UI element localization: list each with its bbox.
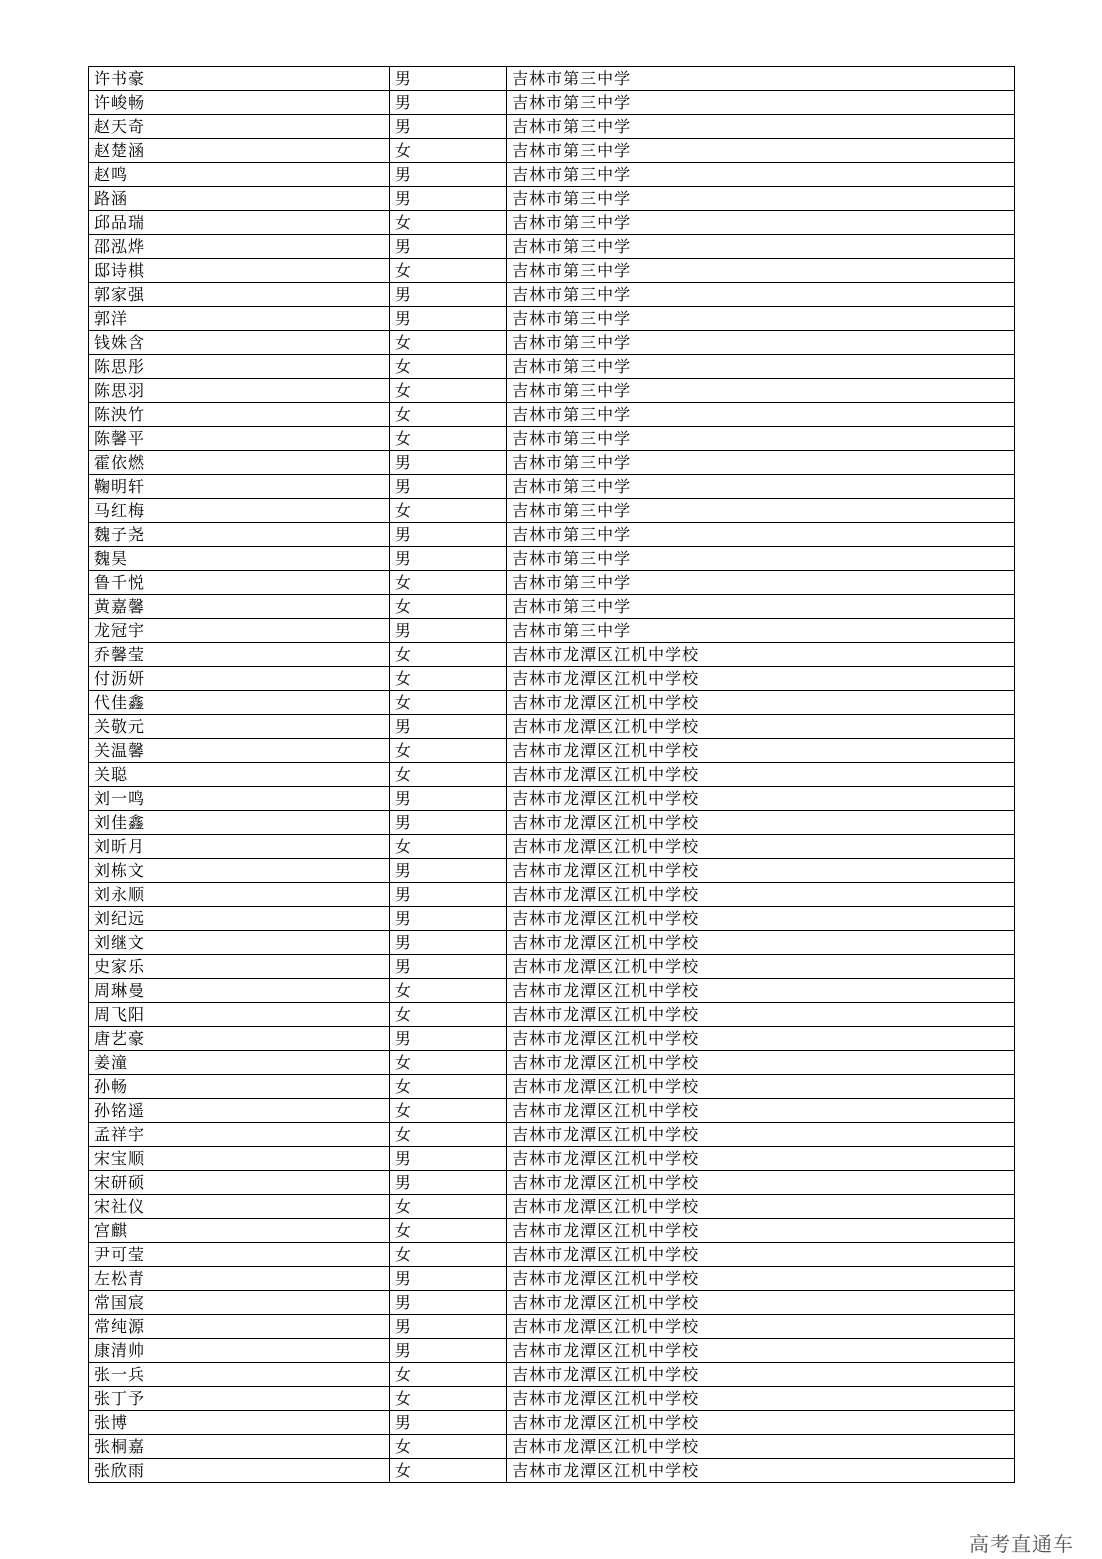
- student-name-cell: 张桐嘉: [89, 1435, 390, 1459]
- school-cell: 吉林市第三中学: [507, 403, 1015, 427]
- student-roster-table: [88, 66, 1015, 1483]
- gender-cell: 男: [389, 1267, 506, 1291]
- school-cell: 吉林市龙潭区江机中学校: [507, 787, 1015, 811]
- school-cell: 吉林市龙潭区江机中学校: [507, 715, 1015, 739]
- school-cell: 吉林市龙潭区江机中学校: [507, 811, 1015, 835]
- school-cell: 吉林市龙潭区江机中学校: [507, 1171, 1015, 1195]
- gender-cell: 女: [389, 1387, 506, 1411]
- school-cell: 吉林市第三中学: [507, 115, 1015, 139]
- student-name-cell: 孙畅: [89, 1075, 390, 1099]
- school-cell: 吉林市第三中学: [507, 475, 1015, 499]
- gender-cell: 女: [389, 259, 506, 283]
- student-name-cell: 路涵: [89, 187, 390, 211]
- table-row: [89, 835, 1015, 859]
- school-cell: 吉林市第三中学: [507, 187, 1015, 211]
- student-name-cell: 陈馨平: [89, 427, 390, 451]
- student-name-cell: 尹可莹: [89, 1243, 390, 1267]
- student-name-cell: 许峻畅: [89, 91, 390, 115]
- student-name-cell: 张欣雨: [89, 1459, 390, 1483]
- gender-cell: 男: [389, 235, 506, 259]
- school-cell: 吉林市第三中学: [507, 379, 1015, 403]
- school-cell: 吉林市第三中学: [507, 67, 1015, 91]
- table-row: [89, 307, 1015, 331]
- school-cell: 吉林市龙潭区江机中学校: [507, 1075, 1015, 1099]
- gender-cell: 男: [389, 931, 506, 955]
- gender-cell: 男: [389, 91, 506, 115]
- table-row: [89, 979, 1015, 1003]
- table-row: [89, 115, 1015, 139]
- school-cell: 吉林市第三中学: [507, 499, 1015, 523]
- student-name-cell: 宋社仪: [89, 1195, 390, 1219]
- school-cell: 吉林市第三中学: [507, 331, 1015, 355]
- student-name-cell: 唐艺豪: [89, 1027, 390, 1051]
- gender-cell: 男: [389, 523, 506, 547]
- table-row: [89, 1195, 1015, 1219]
- student-name-cell: 邸诗棋: [89, 259, 390, 283]
- gender-cell: 女: [389, 1003, 506, 1027]
- school-cell: 吉林市龙潭区江机中学校: [507, 1003, 1015, 1027]
- student-name-cell: 霍依燃: [89, 451, 390, 475]
- school-cell: 吉林市龙潭区江机中学校: [507, 883, 1015, 907]
- table-row: [89, 1267, 1015, 1291]
- gender-cell: 男: [389, 163, 506, 187]
- table-row: [89, 787, 1015, 811]
- student-name-cell: 赵楚涵: [89, 139, 390, 163]
- student-name-cell: 宫麒: [89, 1219, 390, 1243]
- school-cell: 吉林市龙潭区江机中学校: [507, 1147, 1015, 1171]
- student-name-cell: 刘继文: [89, 931, 390, 955]
- school-cell: 吉林市龙潭区江机中学校: [507, 1315, 1015, 1339]
- table-row: [89, 547, 1015, 571]
- gender-cell: 男: [389, 67, 506, 91]
- school-cell: 吉林市第三中学: [507, 595, 1015, 619]
- student-name-cell: 左松青: [89, 1267, 390, 1291]
- student-name-cell: 赵天奇: [89, 115, 390, 139]
- gender-cell: 男: [389, 787, 506, 811]
- gender-cell: 男: [389, 451, 506, 475]
- student-name-cell: 刘佳鑫: [89, 811, 390, 835]
- gender-cell: 女: [389, 1075, 506, 1099]
- table-row: [89, 235, 1015, 259]
- school-cell: 吉林市龙潭区江机中学校: [507, 955, 1015, 979]
- school-cell: 吉林市龙潭区江机中学校: [507, 1339, 1015, 1363]
- gender-cell: 男: [389, 859, 506, 883]
- table-row: [89, 1171, 1015, 1195]
- school-cell: 吉林市龙潭区江机中学校: [507, 739, 1015, 763]
- gender-cell: 女: [389, 403, 506, 427]
- table-row: [89, 955, 1015, 979]
- school-cell: 吉林市龙潭区江机中学校: [507, 1195, 1015, 1219]
- table-row: [89, 1339, 1015, 1363]
- school-cell: 吉林市龙潭区江机中学校: [507, 1411, 1015, 1435]
- table-row: [89, 739, 1015, 763]
- student-name-cell: 关聪: [89, 763, 390, 787]
- school-cell: 吉林市第三中学: [507, 139, 1015, 163]
- student-name-cell: 黄嘉馨: [89, 595, 390, 619]
- table-row: [89, 187, 1015, 211]
- gender-cell: 女: [389, 1363, 506, 1387]
- student-name-cell: 宋宝顺: [89, 1147, 390, 1171]
- student-name-cell: 郭家强: [89, 283, 390, 307]
- table-row: [89, 523, 1015, 547]
- student-name-cell: 代佳鑫: [89, 691, 390, 715]
- watermark-text: 高考直通车: [969, 1532, 1074, 1556]
- table-row: [89, 163, 1015, 187]
- school-cell: 吉林市第三中学: [507, 307, 1015, 331]
- gender-cell: 男: [389, 307, 506, 331]
- table-row: [89, 355, 1015, 379]
- school-cell: 吉林市龙潭区江机中学校: [507, 835, 1015, 859]
- table-row: [89, 1387, 1015, 1411]
- school-cell: 吉林市第三中学: [507, 355, 1015, 379]
- student-name-cell: 常国宸: [89, 1291, 390, 1315]
- table-row: [89, 1363, 1015, 1387]
- table-row: [89, 403, 1015, 427]
- gender-cell: 女: [389, 667, 506, 691]
- table-row: [89, 379, 1015, 403]
- gender-cell: 女: [389, 427, 506, 451]
- gender-cell: 女: [389, 331, 506, 355]
- school-cell: 吉林市第三中学: [507, 91, 1015, 115]
- school-cell: 吉林市龙潭区江机中学校: [507, 1387, 1015, 1411]
- table-row: [89, 1291, 1015, 1315]
- school-cell: 吉林市龙潭区江机中学校: [507, 979, 1015, 1003]
- table-row: [89, 259, 1015, 283]
- school-cell: 吉林市第三中学: [507, 235, 1015, 259]
- gender-cell: 女: [389, 739, 506, 763]
- gender-cell: 男: [389, 619, 506, 643]
- gender-cell: 女: [389, 355, 506, 379]
- table-row: [89, 931, 1015, 955]
- table-row: [89, 643, 1015, 667]
- gender-cell: 女: [389, 1435, 506, 1459]
- student-name-cell: 张博: [89, 1411, 390, 1435]
- table-row: [89, 763, 1015, 787]
- school-cell: 吉林市龙潭区江机中学校: [507, 667, 1015, 691]
- student-name-cell: 魏子尧: [89, 523, 390, 547]
- table-row: [89, 571, 1015, 595]
- school-cell: 吉林市龙潭区江机中学校: [507, 907, 1015, 931]
- gender-cell: 女: [389, 1243, 506, 1267]
- table-row: [89, 139, 1015, 163]
- table-row: [89, 859, 1015, 883]
- school-cell: 吉林市龙潭区江机中学校: [507, 1267, 1015, 1291]
- student-name-cell: 郭洋: [89, 307, 390, 331]
- table-row: [89, 619, 1015, 643]
- table-row: [89, 1147, 1015, 1171]
- table-row: [89, 475, 1015, 499]
- student-name-cell: 鞠明轩: [89, 475, 390, 499]
- gender-cell: 男: [389, 115, 506, 139]
- table-row: [89, 667, 1015, 691]
- school-cell: 吉林市龙潭区江机中学校: [507, 691, 1015, 715]
- school-cell: 吉林市龙潭区江机中学校: [507, 1435, 1015, 1459]
- student-name-cell: 周飞阳: [89, 1003, 390, 1027]
- gender-cell: 男: [389, 475, 506, 499]
- school-cell: 吉林市龙潭区江机中学校: [507, 1219, 1015, 1243]
- gender-cell: 男: [389, 187, 506, 211]
- gender-cell: 男: [389, 283, 506, 307]
- table-row: [89, 907, 1015, 931]
- gender-cell: 女: [389, 499, 506, 523]
- student-name-cell: 关温馨: [89, 739, 390, 763]
- student-name-cell: 康清帅: [89, 1339, 390, 1363]
- table-row: [89, 691, 1015, 715]
- student-name-cell: 周琳曼: [89, 979, 390, 1003]
- gender-cell: 女: [389, 571, 506, 595]
- student-name-cell: 张一兵: [89, 1363, 390, 1387]
- school-cell: 吉林市第三中学: [507, 547, 1015, 571]
- student-name-cell: 许书豪: [89, 67, 390, 91]
- gender-cell: 男: [389, 547, 506, 571]
- school-cell: 吉林市龙潭区江机中学校: [507, 1459, 1015, 1483]
- gender-cell: 女: [389, 691, 506, 715]
- gender-cell: 男: [389, 715, 506, 739]
- student-name-cell: 刘昕月: [89, 835, 390, 859]
- school-cell: 吉林市龙潭区江机中学校: [507, 1243, 1015, 1267]
- gender-cell: 女: [389, 379, 506, 403]
- student-name-cell: 刘永顺: [89, 883, 390, 907]
- school-cell: 吉林市第三中学: [507, 163, 1015, 187]
- gender-cell: 女: [389, 1195, 506, 1219]
- gender-cell: 女: [389, 835, 506, 859]
- student-name-cell: 陈泱竹: [89, 403, 390, 427]
- school-cell: 吉林市第三中学: [507, 259, 1015, 283]
- table-row: [89, 595, 1015, 619]
- gender-cell: 男: [389, 1027, 506, 1051]
- gender-cell: 男: [389, 1315, 506, 1339]
- student-name-cell: 常纯源: [89, 1315, 390, 1339]
- table-row: [89, 1459, 1015, 1483]
- roster-body: [89, 67, 1015, 1483]
- gender-cell: 男: [389, 907, 506, 931]
- school-cell: 吉林市第三中学: [507, 451, 1015, 475]
- gender-cell: 男: [389, 1411, 506, 1435]
- student-name-cell: 史家乐: [89, 955, 390, 979]
- table-row: [89, 499, 1015, 523]
- gender-cell: 男: [389, 1291, 506, 1315]
- table-row: [89, 1027, 1015, 1051]
- student-name-cell: 张丁予: [89, 1387, 390, 1411]
- student-name-cell: 关敬元: [89, 715, 390, 739]
- table-row: [89, 1099, 1015, 1123]
- student-name-cell: 钱姝含: [89, 331, 390, 355]
- gender-cell: 女: [389, 763, 506, 787]
- table-row: [89, 1219, 1015, 1243]
- gender-cell: 女: [389, 1459, 506, 1483]
- table-row: [89, 811, 1015, 835]
- school-cell: 吉林市龙潭区江机中学校: [507, 1051, 1015, 1075]
- student-name-cell: 宋研硕: [89, 1171, 390, 1195]
- student-name-cell: 陈思彤: [89, 355, 390, 379]
- student-name-cell: 鲁千悦: [89, 571, 390, 595]
- table-row: [89, 1075, 1015, 1099]
- student-name-cell: 孙铭遥: [89, 1099, 390, 1123]
- table-row: [89, 67, 1015, 91]
- school-cell: 吉林市第三中学: [507, 283, 1015, 307]
- table-row: [89, 211, 1015, 235]
- gender-cell: 女: [389, 979, 506, 1003]
- table-row: [89, 1123, 1015, 1147]
- table-row: [89, 331, 1015, 355]
- school-cell: 吉林市第三中学: [507, 211, 1015, 235]
- school-cell: 吉林市第三中学: [507, 619, 1015, 643]
- student-name-cell: 刘栋文: [89, 859, 390, 883]
- school-cell: 吉林市第三中学: [507, 427, 1015, 451]
- table-row: [89, 283, 1015, 307]
- gender-cell: 女: [389, 595, 506, 619]
- table-row: [89, 1243, 1015, 1267]
- school-cell: 吉林市龙潭区江机中学校: [507, 859, 1015, 883]
- student-name-cell: 马红梅: [89, 499, 390, 523]
- school-cell: 吉林市第三中学: [507, 523, 1015, 547]
- gender-cell: 女: [389, 1051, 506, 1075]
- school-cell: 吉林市龙潭区江机中学校: [507, 1123, 1015, 1147]
- school-cell: 吉林市龙潭区江机中学校: [507, 1291, 1015, 1315]
- gender-cell: 男: [389, 1147, 506, 1171]
- student-name-cell: 刘一鸣: [89, 787, 390, 811]
- gender-cell: 男: [389, 955, 506, 979]
- table-row: [89, 1051, 1015, 1075]
- gender-cell: 男: [389, 1339, 506, 1363]
- table-row: [89, 91, 1015, 115]
- table-row: [89, 883, 1015, 907]
- gender-cell: 男: [389, 1171, 506, 1195]
- table-row: [89, 451, 1015, 475]
- school-cell: 吉林市龙潭区江机中学校: [507, 931, 1015, 955]
- school-cell: 吉林市龙潭区江机中学校: [507, 643, 1015, 667]
- student-name-cell: 赵鸣: [89, 163, 390, 187]
- gender-cell: 女: [389, 139, 506, 163]
- student-name-cell: 孟祥宇: [89, 1123, 390, 1147]
- student-name-cell: 姜潼: [89, 1051, 390, 1075]
- student-name-cell: 付沥妍: [89, 667, 390, 691]
- gender-cell: 女: [389, 211, 506, 235]
- school-cell: 吉林市龙潭区江机中学校: [507, 1099, 1015, 1123]
- school-cell: 吉林市龙潭区江机中学校: [507, 1027, 1015, 1051]
- table-row: [89, 1411, 1015, 1435]
- school-cell: 吉林市龙潭区江机中学校: [507, 1363, 1015, 1387]
- student-name-cell: 邵泓烨: [89, 235, 390, 259]
- gender-cell: 女: [389, 1123, 506, 1147]
- table-row: [89, 1003, 1015, 1027]
- student-name-cell: 乔馨莹: [89, 643, 390, 667]
- gender-cell: 男: [389, 811, 506, 835]
- gender-cell: 女: [389, 643, 506, 667]
- student-name-cell: 陈思羽: [89, 379, 390, 403]
- student-name-cell: 邱品瑞: [89, 211, 390, 235]
- table-row: [89, 1315, 1015, 1339]
- table-row: [89, 427, 1015, 451]
- student-name-cell: 魏昊: [89, 547, 390, 571]
- table-row: [89, 1435, 1015, 1459]
- school-cell: 吉林市龙潭区江机中学校: [507, 763, 1015, 787]
- gender-cell: 男: [389, 883, 506, 907]
- gender-cell: 女: [389, 1099, 506, 1123]
- table-row: [89, 715, 1015, 739]
- gender-cell: 女: [389, 1219, 506, 1243]
- student-name-cell: 刘纪远: [89, 907, 390, 931]
- school-cell: 吉林市第三中学: [507, 571, 1015, 595]
- student-name-cell: 龙冠宇: [89, 619, 390, 643]
